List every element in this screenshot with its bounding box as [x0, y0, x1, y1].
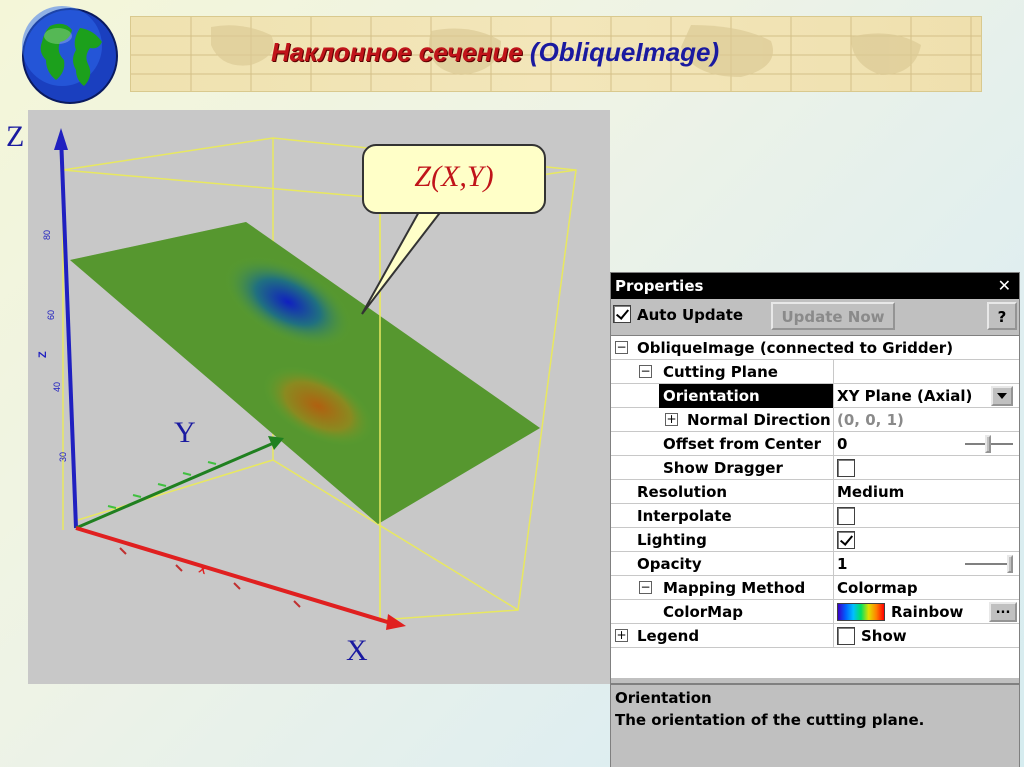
show-dragger-checkbox[interactable]	[837, 459, 855, 477]
tree-row-legend[interactable]	[611, 624, 1019, 648]
property-tree	[611, 335, 1019, 678]
interpolate-checkbox[interactable]	[837, 507, 855, 525]
z-tick-label: 80	[42, 229, 52, 240]
row-label: Show Dragger	[663, 459, 783, 477]
row-label: ColorMap	[663, 603, 743, 621]
callout-text: Z(X,Y)	[414, 160, 494, 193]
title-russian: Наклонное сечение	[271, 37, 523, 67]
tree-row-offset[interactable]	[611, 432, 1019, 456]
row-label: Offset from Center	[663, 435, 822, 453]
description-pane	[611, 683, 1019, 767]
row-label: Resolution	[637, 483, 728, 501]
z-axis-letter: Z	[6, 120, 25, 153]
properties-header	[611, 273, 1019, 299]
x-axis-label: X	[197, 563, 208, 578]
opacity-slider-thumb[interactable]	[1007, 555, 1013, 573]
opacity-value: 1	[837, 555, 848, 573]
orientation-select[interactable]: XY Plane (Axial)	[837, 387, 973, 405]
row-label: ObliqueImage (connected to Gridder)	[637, 339, 954, 357]
lighting-checkbox[interactable]	[837, 531, 855, 549]
chevron-down-icon[interactable]	[991, 386, 1013, 406]
auto-update-label: Auto Update	[637, 306, 744, 324]
cutting-plane	[70, 222, 540, 524]
tree-row-orientation[interactable]	[611, 384, 1019, 408]
row-label: Cutting Plane	[663, 363, 778, 381]
tree-row-obliqueimage[interactable]	[611, 336, 1019, 360]
colormap-swatch	[837, 603, 885, 621]
expand-icon[interactable]: +	[666, 412, 677, 426]
z-axis	[37, 128, 76, 528]
properties-title: Properties	[615, 277, 704, 295]
collapse-icon[interactable]: −	[616, 340, 627, 354]
opacity-slider[interactable]	[965, 563, 1013, 566]
legend-show-checkbox[interactable]	[837, 627, 855, 645]
row-label: Mapping Method	[663, 579, 806, 597]
tree-row-show-dragger[interactable]	[611, 456, 1019, 480]
title-english: (ObliqueImage)	[529, 37, 720, 67]
colormap-browse-button[interactable]: ...	[989, 602, 1017, 622]
collapse-icon[interactable]: −	[640, 580, 651, 594]
y-axis-letter: Y	[174, 416, 196, 449]
resolution-value[interactable]: Medium	[837, 483, 905, 501]
mapping-method-value[interactable]: Colormap	[837, 579, 918, 597]
description-text: The orientation of the cutting plane.	[615, 711, 925, 729]
properties-toolbar	[611, 299, 1019, 335]
z-tick-label: 40	[52, 381, 62, 392]
row-label: Normal Direction	[687, 411, 831, 429]
tree-row-opacity[interactable]	[611, 552, 1019, 576]
callout-bubble	[362, 144, 546, 214]
row-label: Interpolate	[637, 507, 732, 525]
callout-pointer	[362, 210, 442, 314]
z-tick-label: 30	[58, 451, 68, 462]
update-now-button[interactable]: Update Now	[771, 302, 895, 330]
row-label: Legend	[637, 627, 700, 645]
row-label: Lighting	[637, 531, 707, 549]
z-tick-label: 60	[46, 309, 56, 320]
tree-row-mapping-method[interactable]	[611, 576, 1019, 600]
expand-icon[interactable]: +	[616, 628, 627, 642]
normal-direction-value: (0, 0, 1)	[837, 411, 904, 429]
collapse-icon[interactable]: −	[640, 364, 651, 378]
legend-show-label: Show	[861, 627, 907, 645]
page-title	[271, 37, 719, 68]
tree-row-normal-direction[interactable]	[611, 408, 1019, 432]
tree-row-colormap[interactable]	[611, 600, 1019, 624]
x-axis	[76, 528, 406, 630]
tree-row-lighting[interactable]	[611, 528, 1019, 552]
offset-slider-thumb[interactable]	[985, 435, 991, 453]
colormap-value: Rainbow	[891, 603, 964, 621]
globe-icon	[20, 6, 120, 106]
close-icon[interactable]: ✕	[997, 276, 1011, 295]
z-axis-label: Z	[37, 351, 49, 358]
row-label: Orientation	[663, 387, 760, 405]
tree-row-interpolate[interactable]	[611, 504, 1019, 528]
offset-value: 0	[837, 435, 848, 453]
title-banner	[130, 16, 982, 92]
properties-panel	[610, 272, 1020, 767]
help-button[interactable]: ?	[987, 302, 1017, 330]
auto-update-checkbox[interactable]	[613, 305, 631, 323]
row-label: Opacity	[637, 555, 702, 573]
x-axis-letter: X	[346, 634, 368, 667]
tree-row-resolution[interactable]	[611, 480, 1019, 504]
tree-row-cutting-plane[interactable]	[611, 360, 1019, 384]
description-title: Orientation	[615, 689, 712, 707]
